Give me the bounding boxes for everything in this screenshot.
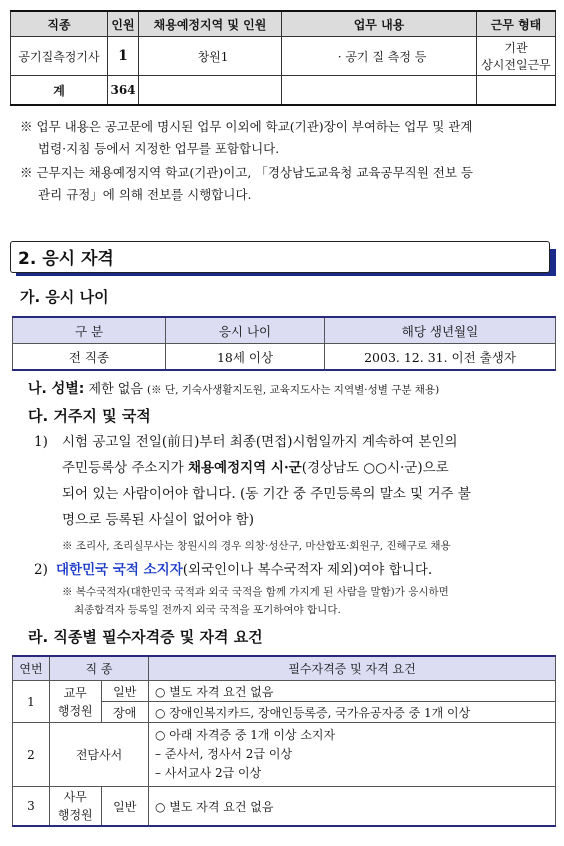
qual-row2-job: 전담사서: [50, 723, 149, 787]
cell-count: 1: [108, 37, 139, 76]
residence-item-2-blue: 대한민국 국적 소지자: [56, 562, 183, 578]
residence-item-1-line2: [62, 455, 449, 481]
residence-item-2-num: 2): [34, 562, 48, 578]
qual-header-no: 연번: [13, 656, 50, 681]
qualification-table: [12, 655, 556, 827]
qual-header-req: 필수자격증 및 자격 요건: [149, 656, 556, 681]
age-header-birth: 해당 생년월일: [325, 317, 556, 344]
cell-job: 공기질측정기사: [11, 37, 108, 76]
note-1-line2: 법령·지침 등에서 지정한 업무를 포함합니다.: [38, 141, 280, 156]
cell-task: · 공기 질 측정 등: [282, 37, 477, 76]
header-region: 채용예정지역 및 인원: [139, 11, 282, 37]
age-table: [12, 316, 556, 371]
note-1-line1: 업무 내용은 공고문에 명시된 업무 이외에 학교(기관)장이 부여하는 업무 및 관계: [36, 119, 473, 134]
age-cell-birth: 2003. 12. 31. 이전 출생자: [325, 344, 556, 371]
note-2-line2: 관리 규정」에 의해 전보를 시행합니다.: [38, 187, 252, 202]
age-cell-category: 전 직종: [13, 344, 166, 371]
cell-type: [477, 37, 556, 76]
total-value: 364: [108, 76, 139, 106]
header-count: 인원: [108, 11, 139, 37]
heading-age: 가. 응시 나이: [20, 288, 109, 306]
cell-region: 창원1: [139, 37, 282, 76]
position-table: [10, 10, 556, 106]
note-2-line1: 근무지는 채용예정지역 학교(기관)이고, 「경상남도교육청 교육공무직원 전보 등: [36, 165, 473, 180]
gender-note: (※ 단, 기숙사생활지도원, 교육지도사는 지역별·성별 구분 채용): [147, 384, 440, 396]
section-title: 2. 응시 자격: [18, 249, 114, 269]
qual-row2-req1: ○ 아래 자격증 중 1개 이상 소지자: [155, 728, 336, 742]
note-2-mark: ※: [20, 165, 33, 180]
note-1-mark: ※: [20, 119, 33, 134]
residence-item-1-num: 1): [34, 434, 48, 450]
qual-row1-req-b: ○ 장애인복지카드, 장애인등록증, 국가유공자증 중 1개 이상: [149, 702, 556, 723]
residence-item-1-line2-post: (경상남도 ○○시·군)으로: [301, 460, 449, 476]
residence-item-1-line3: 되어 있는 사람이어야 합니다. (동 기간 중 주민등록의 말소 및 거주 불: [62, 486, 471, 502]
residence-item-1-note: ※ 조리사, 조리실무사는 창원시의 경우 의창·성산구, 마산합포·회원구, 진해구로 채용: [62, 540, 451, 552]
qual-row3-job: 사무 행정원: [50, 787, 102, 827]
qual-row3-sub: 일반: [101, 787, 148, 827]
qual-row1-sub-a: 일반: [101, 681, 148, 702]
heading-residence: 다. 거주지 및 국적: [28, 407, 151, 425]
qual-row1-job: 교무 행정원: [50, 681, 102, 723]
qual-row2-req3: – 사서교사 2급 이상: [155, 766, 262, 780]
qual-header-job: 직 종: [50, 656, 149, 681]
residence-item-2-note2: 최종합격자 등록일 전까지 외국 국적을 포기하여야 합니다.: [74, 604, 341, 616]
residence-item-2-note1: ※ 복수국적자(대한민국 국적과 외국 국적을 함께 가지게 된 사람을 말함)가 응시하면: [62, 586, 449, 598]
header-job: 직종: [11, 11, 108, 37]
age-cell-age: 18세 이상: [166, 344, 325, 371]
residence-item-2-rest: (외국인이나 복수국적자 제외)여야 합니다.: [182, 562, 433, 578]
total-label: 계: [11, 76, 108, 106]
qual-row3-no: 3: [13, 787, 50, 827]
residence-item-1-line2-bold: 채용예정지역 시·군: [187, 460, 302, 476]
qual-row1-req-a: ○ 별도 자격 요건 없음: [149, 681, 556, 702]
gender-line: [28, 378, 439, 398]
header-task: 업무 내용: [282, 11, 477, 37]
gender-label: 나. 성별:: [28, 381, 85, 397]
residence-item-1-line4: 명으로 등록된 사실이 없어야 함): [62, 512, 254, 528]
age-header-category: 구 분: [13, 317, 166, 344]
header-type: 근무 형태: [477, 11, 556, 37]
gender-text: 제한 없음: [88, 382, 143, 397]
residence-item-1-line1: 시험 공고일 전일(前日)부터 최종(면접)시험일까지 계속하여 본인의: [62, 434, 458, 450]
residence-item-1-line2-pre: 주민등록상 주소지가: [62, 460, 188, 476]
qual-row2-req2: – 준사서, 정사서 2급 이상: [155, 747, 293, 761]
note-1: [20, 116, 556, 160]
heading-qualification: 라. 직종별 필수자격증 및 자격 요건: [28, 628, 263, 646]
qual-row2-no: 2: [13, 723, 50, 787]
qual-row1-sub-b: 장애: [101, 702, 148, 723]
residence-item-2-text: [56, 557, 432, 583]
age-header-age: 응시 나이: [166, 317, 325, 344]
note-2: [20, 162, 556, 206]
qual-row1-no: 1: [13, 681, 50, 723]
cell-type-line1: 기관: [504, 41, 528, 55]
qual-row2-req: [149, 723, 556, 787]
qual-row3-req: ○ 별도 자격 요건 없음: [149, 787, 556, 827]
cell-type-line2: 상시전일근무: [481, 58, 551, 72]
